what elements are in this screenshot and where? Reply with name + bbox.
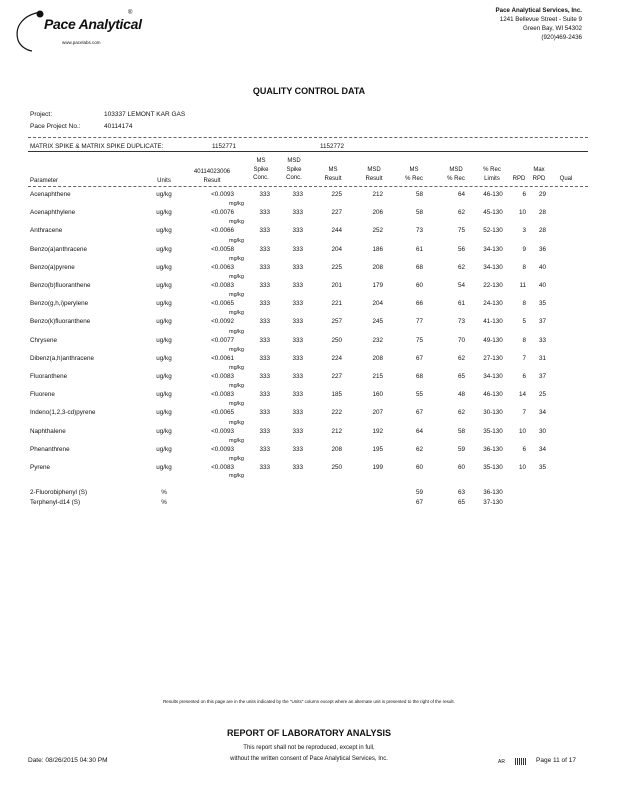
page-number: Page 11 of 17 — [536, 757, 576, 764]
cell-ms-spike: 333 — [259, 209, 270, 216]
cell-ms-spike: 333 — [259, 446, 270, 453]
cell-parameter: Fluorene — [30, 391, 55, 398]
cell-rpd: 9 — [522, 246, 526, 253]
cell-msd-rec: 56 — [457, 246, 465, 253]
cell-units: ug/kg — [156, 191, 172, 198]
cell-rpd: 6 — [522, 373, 526, 380]
cell-result: <0.0066 — [211, 227, 234, 234]
lab-phone: (920)469-2436 — [541, 34, 582, 41]
cell-ms-result: 185 — [331, 391, 342, 398]
cell-ms-rec: 55 — [415, 391, 423, 398]
cell-ms-spike: 333 — [259, 282, 270, 289]
cell-result-unit: mg/kg — [229, 456, 244, 462]
cell-max-rpd: 28 — [538, 227, 546, 234]
cell-parameter: Fluoranthene — [30, 373, 68, 380]
cell-surrogate-ms-rec: 59 — [415, 489, 423, 496]
cell-ms-result: 208 — [331, 446, 342, 453]
cell-result-unit: mg/kg — [229, 256, 244, 262]
cell-surrogate-limits: 36-130 — [483, 489, 503, 496]
cell-result: <0.0093 — [211, 446, 234, 453]
cell-msd-rec: 65 — [457, 373, 465, 380]
cell-rpd: 7 — [522, 355, 526, 362]
cell-units: ug/kg — [156, 318, 172, 325]
cell-result-unit: mg/kg — [229, 365, 244, 371]
cell-result: <0.0083 — [211, 391, 234, 398]
cell-rpd: 8 — [522, 300, 526, 307]
cell-msd-rec: 54 — [457, 282, 465, 289]
cell-limits: 46-130 — [483, 391, 503, 398]
cell-msd-spike: 333 — [292, 355, 303, 362]
cell-result: <0.0065 — [211, 409, 234, 416]
cell-msd-spike: 333 — [292, 246, 303, 253]
col-header-qual: Qual — [559, 176, 573, 182]
cell-result: <0.0083 — [211, 373, 234, 380]
cell-ms-spike: 333 — [259, 227, 270, 234]
cell-ms-rec: 66 — [415, 300, 423, 307]
report-date: Date: 08/26/2015 04:30 PM — [28, 757, 108, 764]
cell-ms-spike: 333 — [259, 391, 270, 398]
col-header-limits: % Rec Limits — [483, 167, 501, 182]
cell-result: <0.0077 — [211, 337, 234, 344]
pace-logo-name: Pace Analytical — [44, 16, 142, 32]
cell-max-rpd: 30 — [538, 428, 546, 435]
cell-msd-result: 204 — [372, 300, 383, 307]
cell-max-rpd: 36 — [538, 246, 546, 253]
cell-rpd: 14 — [518, 391, 526, 398]
cell-ms-result: 227 — [331, 373, 342, 380]
cell-max-rpd: 25 — [538, 391, 546, 398]
cell-result: <0.0092 — [211, 318, 234, 325]
cell-limits: 35-130 — [483, 464, 503, 471]
cell-msd-result: 252 — [372, 227, 383, 234]
cell-msd-rec: 59 — [457, 446, 465, 453]
cell-ms-rec: 67 — [415, 409, 423, 416]
cell-ms-rec: 75 — [415, 337, 423, 344]
cell-msd-spike: 333 — [292, 337, 303, 344]
cell-parameter: Anthracene — [30, 227, 63, 234]
divider — [28, 137, 588, 138]
cell-ms-result: 204 — [331, 246, 342, 253]
cell-result-unit: mg/kg — [229, 401, 244, 407]
col-header-max-rpd: Max RPD — [532, 167, 546, 182]
cell-msd-spike: 333 — [292, 446, 303, 453]
lab-address-block — [496, 6, 582, 42]
cell-ms-result: 221 — [331, 300, 342, 307]
cell-result-unit: mg/kg — [229, 310, 244, 316]
cell-msd-rec: 75 — [457, 227, 465, 234]
cell-surrogate-parameter: Terphenyl-d14 (S) — [30, 499, 81, 506]
col-header-ms-rec: MS % Rec — [405, 167, 423, 182]
cell-parameter: Dibenz(a,h)anthracene — [30, 355, 95, 362]
cell-limits: 45-130 — [483, 209, 503, 216]
cell-ms-spike: 333 — [259, 246, 270, 253]
cell-surrogate-limits: 37-130 — [483, 499, 503, 506]
cell-parameter: Acenaphthene — [30, 191, 71, 198]
project-value: 103337 LEMONT KAR GAS — [104, 111, 186, 118]
cell-result-unit: mg/kg — [229, 438, 244, 444]
ms-msd-label: MATRIX SPIKE & MATRIX SPIKE DUPLICATE: — [30, 143, 164, 150]
cell-result-unit: mg/kg — [229, 383, 244, 389]
cell-max-rpd: 37 — [538, 318, 546, 325]
cell-result-unit: mg/kg — [229, 219, 244, 225]
cell-max-rpd: 31 — [538, 355, 546, 362]
cell-msd-spike: 333 — [292, 391, 303, 398]
cell-parameter: Naphthalene — [30, 428, 66, 435]
cell-msd-rec: 62 — [457, 209, 465, 216]
cell-max-rpd: 29 — [538, 191, 546, 198]
cell-result-unit: mg/kg — [229, 347, 244, 353]
cell-parameter: Benzo(a)pyrene — [30, 264, 75, 271]
cell-msd-result: 212 — [372, 191, 383, 198]
cell-msd-result: 206 — [372, 209, 383, 216]
page-title: QUALITY CONTROL DATA — [252, 86, 366, 96]
cell-msd-rec: 73 — [457, 318, 465, 325]
cell-result: <0.0076 — [211, 209, 234, 216]
cell-parameter: Phenanthrene — [30, 446, 70, 453]
disclaimer-line-1: This report shall not be reproduced, except in full, — [243, 745, 375, 751]
cell-ms-result: 250 — [331, 464, 342, 471]
cell-parameter: Benzo(a)anthracene — [30, 246, 88, 253]
cell-msd-rec: 60 — [457, 464, 465, 471]
cell-result: <0.0083 — [211, 282, 234, 289]
cell-rpd: 11 — [519, 282, 526, 289]
cell-ms-result: 222 — [331, 409, 342, 416]
cell-ms-spike: 333 — [259, 428, 270, 435]
cell-msd-rec: 62 — [457, 355, 465, 362]
cell-result-unit: mg/kg — [229, 201, 244, 207]
cell-limits: 34-130 — [483, 246, 503, 253]
col-header-ms-spike: MS Spike Conc. — [253, 158, 269, 181]
cell-max-rpd: 40 — [538, 282, 546, 289]
cell-rpd: 7 — [522, 409, 526, 416]
cell-msd-result: 232 — [372, 337, 383, 344]
cell-surrogate-ms-rec: 67 — [415, 499, 423, 506]
cell-ms-rec: 58 — [415, 209, 423, 216]
cell-limits: 49-130 — [483, 337, 503, 344]
cell-units: ug/kg — [156, 446, 172, 453]
col-header-units: Units — [157, 178, 171, 184]
cell-max-rpd: 34 — [538, 409, 546, 416]
cell-parameter: Benzo(g,h,i)perylene — [30, 300, 89, 307]
cell-limits: 22-130 — [483, 282, 503, 289]
cell-parameter: Acenaphthylene — [30, 209, 76, 216]
cell-units: ug/kg — [156, 355, 172, 362]
cell-parameter: Benzo(k)fluoranthene — [30, 318, 91, 325]
cell-ms-rec: 62 — [415, 446, 423, 453]
cell-result: <0.0058 — [211, 246, 234, 253]
cell-rpd: 6 — [522, 191, 526, 198]
cell-surrogate-units: % — [161, 499, 167, 506]
cell-units: ug/kg — [156, 209, 172, 216]
cell-ms-result: 224 — [331, 355, 342, 362]
cell-ms-rec: 73 — [415, 227, 423, 234]
cell-surrogate-msd-rec: 63 — [457, 489, 465, 496]
cell-max-rpd: 34 — [538, 446, 546, 453]
cell-msd-spike: 333 — [292, 209, 303, 216]
cell-parameter: Benzo(b)fluoranthene — [30, 282, 91, 289]
cell-rpd: 8 — [522, 337, 526, 344]
col-header-rpd: RPD — [512, 176, 526, 182]
cell-units: ug/kg — [156, 391, 172, 398]
cell-result-unit: mg/kg — [229, 329, 244, 335]
cell-surrogate-units: % — [161, 489, 167, 496]
registered-mark: ® — [128, 10, 133, 16]
cell-msd-spike: 333 — [292, 428, 303, 435]
cell-result: <0.0093 — [211, 191, 234, 198]
project-label: Project: — [30, 111, 53, 118]
cell-parameter: Indeno(1,2,3-cd)pyrene — [30, 409, 96, 416]
cell-msd-result: 160 — [372, 391, 383, 398]
cell-ms-spike: 333 — [259, 300, 270, 307]
col-header-msd-rec: MSD % Rec — [447, 167, 465, 182]
cell-rpd: 10 — [518, 209, 526, 216]
cell-msd-spike: 333 — [292, 318, 303, 325]
pace-project-label: Pace Project No.: — [30, 123, 81, 130]
cell-max-rpd: 37 — [538, 373, 546, 380]
cell-ms-spike: 333 — [259, 409, 270, 416]
header-underline — [28, 186, 588, 187]
cell-limits: 24-130 — [483, 300, 503, 307]
cell-max-rpd: 35 — [538, 300, 546, 307]
cell-result: <0.0065 — [211, 300, 234, 307]
cell-max-rpd: 35 — [538, 464, 546, 471]
cell-ms-spike: 333 — [259, 318, 270, 325]
cell-max-rpd: 28 — [538, 209, 546, 216]
cell-parameter: Pyrene — [30, 464, 50, 471]
cell-result-unit: mg/kg — [229, 274, 244, 280]
cell-ms-spike: 333 — [259, 355, 270, 362]
cell-ms-rec: 61 — [415, 246, 423, 253]
cell-msd-result: 208 — [372, 264, 383, 271]
msd-id: 1152772 — [320, 143, 345, 150]
cell-result-unit: mg/kg — [229, 420, 244, 426]
cell-limits: 41-130 — [483, 318, 503, 325]
cell-msd-rec: 48 — [457, 391, 465, 398]
cell-msd-rec: 62 — [457, 409, 465, 416]
cell-msd-rec: 58 — [457, 428, 465, 435]
cell-units: ug/kg — [156, 373, 172, 380]
cell-msd-result: 245 — [372, 318, 383, 325]
cell-ms-rec: 77 — [415, 318, 423, 325]
col-header-ms-result: MS Result — [324, 167, 342, 182]
cell-result-unit: mg/kg — [229, 473, 244, 479]
cell-msd-result: 215 — [372, 373, 383, 380]
cell-max-rpd: 33 — [538, 337, 546, 344]
cell-msd-spike: 333 — [292, 191, 303, 198]
cell-ms-result: 227 — [331, 209, 342, 216]
cell-max-rpd: 40 — [538, 264, 546, 271]
cell-ms-spike: 333 — [259, 464, 270, 471]
ms-id: 1152771 — [212, 143, 237, 150]
disclaimer-line-2: without the written consent of Pace Analytical Services, Inc. — [230, 756, 388, 762]
cell-ms-result: 201 — [331, 282, 342, 289]
cell-ms-rec: 68 — [415, 373, 423, 380]
cell-units: ug/kg — [156, 227, 172, 234]
pace-project-value: 40114174 — [104, 123, 133, 130]
cell-msd-spike: 333 — [292, 227, 303, 234]
cell-ms-spike: 333 — [259, 373, 270, 380]
cell-ms-result: 244 — [331, 227, 342, 234]
cell-msd-result: 208 — [372, 355, 383, 362]
pace-logo-url: www.pacelabs.com — [62, 40, 101, 45]
cell-ms-result: 250 — [331, 337, 342, 344]
cell-ms-result: 225 — [331, 191, 342, 198]
col-header-msd-result: MSD Result — [365, 167, 383, 182]
cell-msd-rec: 62 — [457, 264, 465, 271]
cell-msd-result: 179 — [372, 282, 383, 289]
cell-rpd: 6 — [522, 446, 526, 453]
cell-parameter: Chrysene — [30, 337, 57, 344]
cell-limits: 34-130 — [483, 264, 503, 271]
cell-result: <0.0083 — [211, 464, 234, 471]
cell-msd-rec: 70 — [457, 337, 465, 344]
cell-units: ug/kg — [156, 409, 172, 416]
cell-units: ug/kg — [156, 428, 172, 435]
cell-units: ug/kg — [156, 464, 172, 471]
cell-result-unit: mg/kg — [229, 292, 244, 298]
cell-msd-result: 195 — [372, 446, 383, 453]
col-header-parameter: Parameter — [30, 178, 59, 184]
lab-street: 1241 Bellevue Street - Suite 9 — [499, 16, 582, 23]
cell-result: <0.0093 — [211, 428, 234, 435]
cell-limits: 52-130 — [483, 227, 503, 234]
cell-result-unit: mg/kg — [229, 238, 244, 244]
cell-msd-result: 207 — [372, 409, 383, 416]
cell-rpd: 5 — [522, 318, 526, 325]
cell-msd-rec: 61 — [457, 300, 465, 307]
cell-units: ug/kg — [156, 246, 172, 253]
cell-units: ug/kg — [156, 282, 172, 289]
cell-ms-spike: 333 — [259, 337, 270, 344]
cell-ms-result: 212 — [331, 428, 342, 435]
cell-msd-result: 186 — [372, 246, 383, 253]
cell-msd-spike: 333 — [292, 464, 303, 471]
analyst-initials: AR — [498, 759, 505, 765]
cell-surrogate-msd-rec: 65 — [457, 499, 465, 506]
cell-rpd: 10 — [518, 464, 526, 471]
cell-surrogate-parameter: 2-Fluorobiphenyl (S) — [30, 489, 88, 496]
cell-msd-spike: 333 — [292, 300, 303, 307]
cell-ms-result: 257 — [331, 318, 342, 325]
cell-units: ug/kg — [156, 264, 172, 271]
cell-ms-rec: 60 — [415, 282, 423, 289]
cell-rpd: 8 — [522, 264, 526, 271]
cell-ms-rec: 67 — [415, 355, 423, 362]
cell-ms-spike: 333 — [259, 191, 270, 198]
cell-ms-spike: 333 — [259, 264, 270, 271]
cell-limits: 30-130 — [483, 409, 503, 416]
cell-msd-spike: 333 — [292, 282, 303, 289]
cell-limits: 34-130 — [483, 373, 503, 380]
cell-msd-spike: 333 — [292, 409, 303, 416]
cell-limits: 36-130 — [483, 446, 503, 453]
cell-limits: 35-130 — [483, 428, 503, 435]
cell-ms-rec: 60 — [415, 464, 423, 471]
lab-city: Green Bay, WI 54302 — [522, 25, 582, 32]
divider — [28, 151, 588, 152]
cell-result: <0.0061 — [211, 355, 234, 362]
cell-ms-rec: 68 — [415, 264, 423, 271]
cell-msd-result: 192 — [372, 428, 383, 435]
cell-units: ug/kg — [156, 337, 172, 344]
cell-msd-spike: 333 — [292, 264, 303, 271]
cell-msd-spike: 333 — [292, 373, 303, 380]
col-header-msd-spike: MSD Spike Conc. — [286, 158, 302, 181]
cell-msd-rec: 64 — [457, 191, 465, 198]
report-title: REPORT OF LABORATORY ANALYSIS — [226, 728, 392, 738]
cell-units: ug/kg — [156, 300, 172, 307]
cell-limits: 27-130 — [483, 355, 503, 362]
cell-rpd: 10 — [518, 428, 526, 435]
cell-ms-rec: 64 — [415, 428, 423, 435]
cell-result: <0.0063 — [211, 264, 234, 271]
col-header-sample-id: 40114023006 — [193, 169, 231, 175]
cell-rpd: 3 — [522, 227, 526, 234]
cell-ms-rec: 58 — [415, 191, 423, 198]
col-header-result: Result — [203, 178, 221, 184]
barcode-graphic — [515, 758, 527, 765]
cell-msd-result: 199 — [372, 464, 383, 471]
lab-name: Pace Analytical Services, Inc. — [495, 7, 582, 14]
cell-limits: 46-130 — [483, 191, 503, 198]
units-footnote: Results presented on this page are in the units indicated by the "Units" column except where an alternate unit is presented to the right of the result. — [163, 699, 455, 704]
cell-ms-result: 225 — [331, 264, 342, 271]
